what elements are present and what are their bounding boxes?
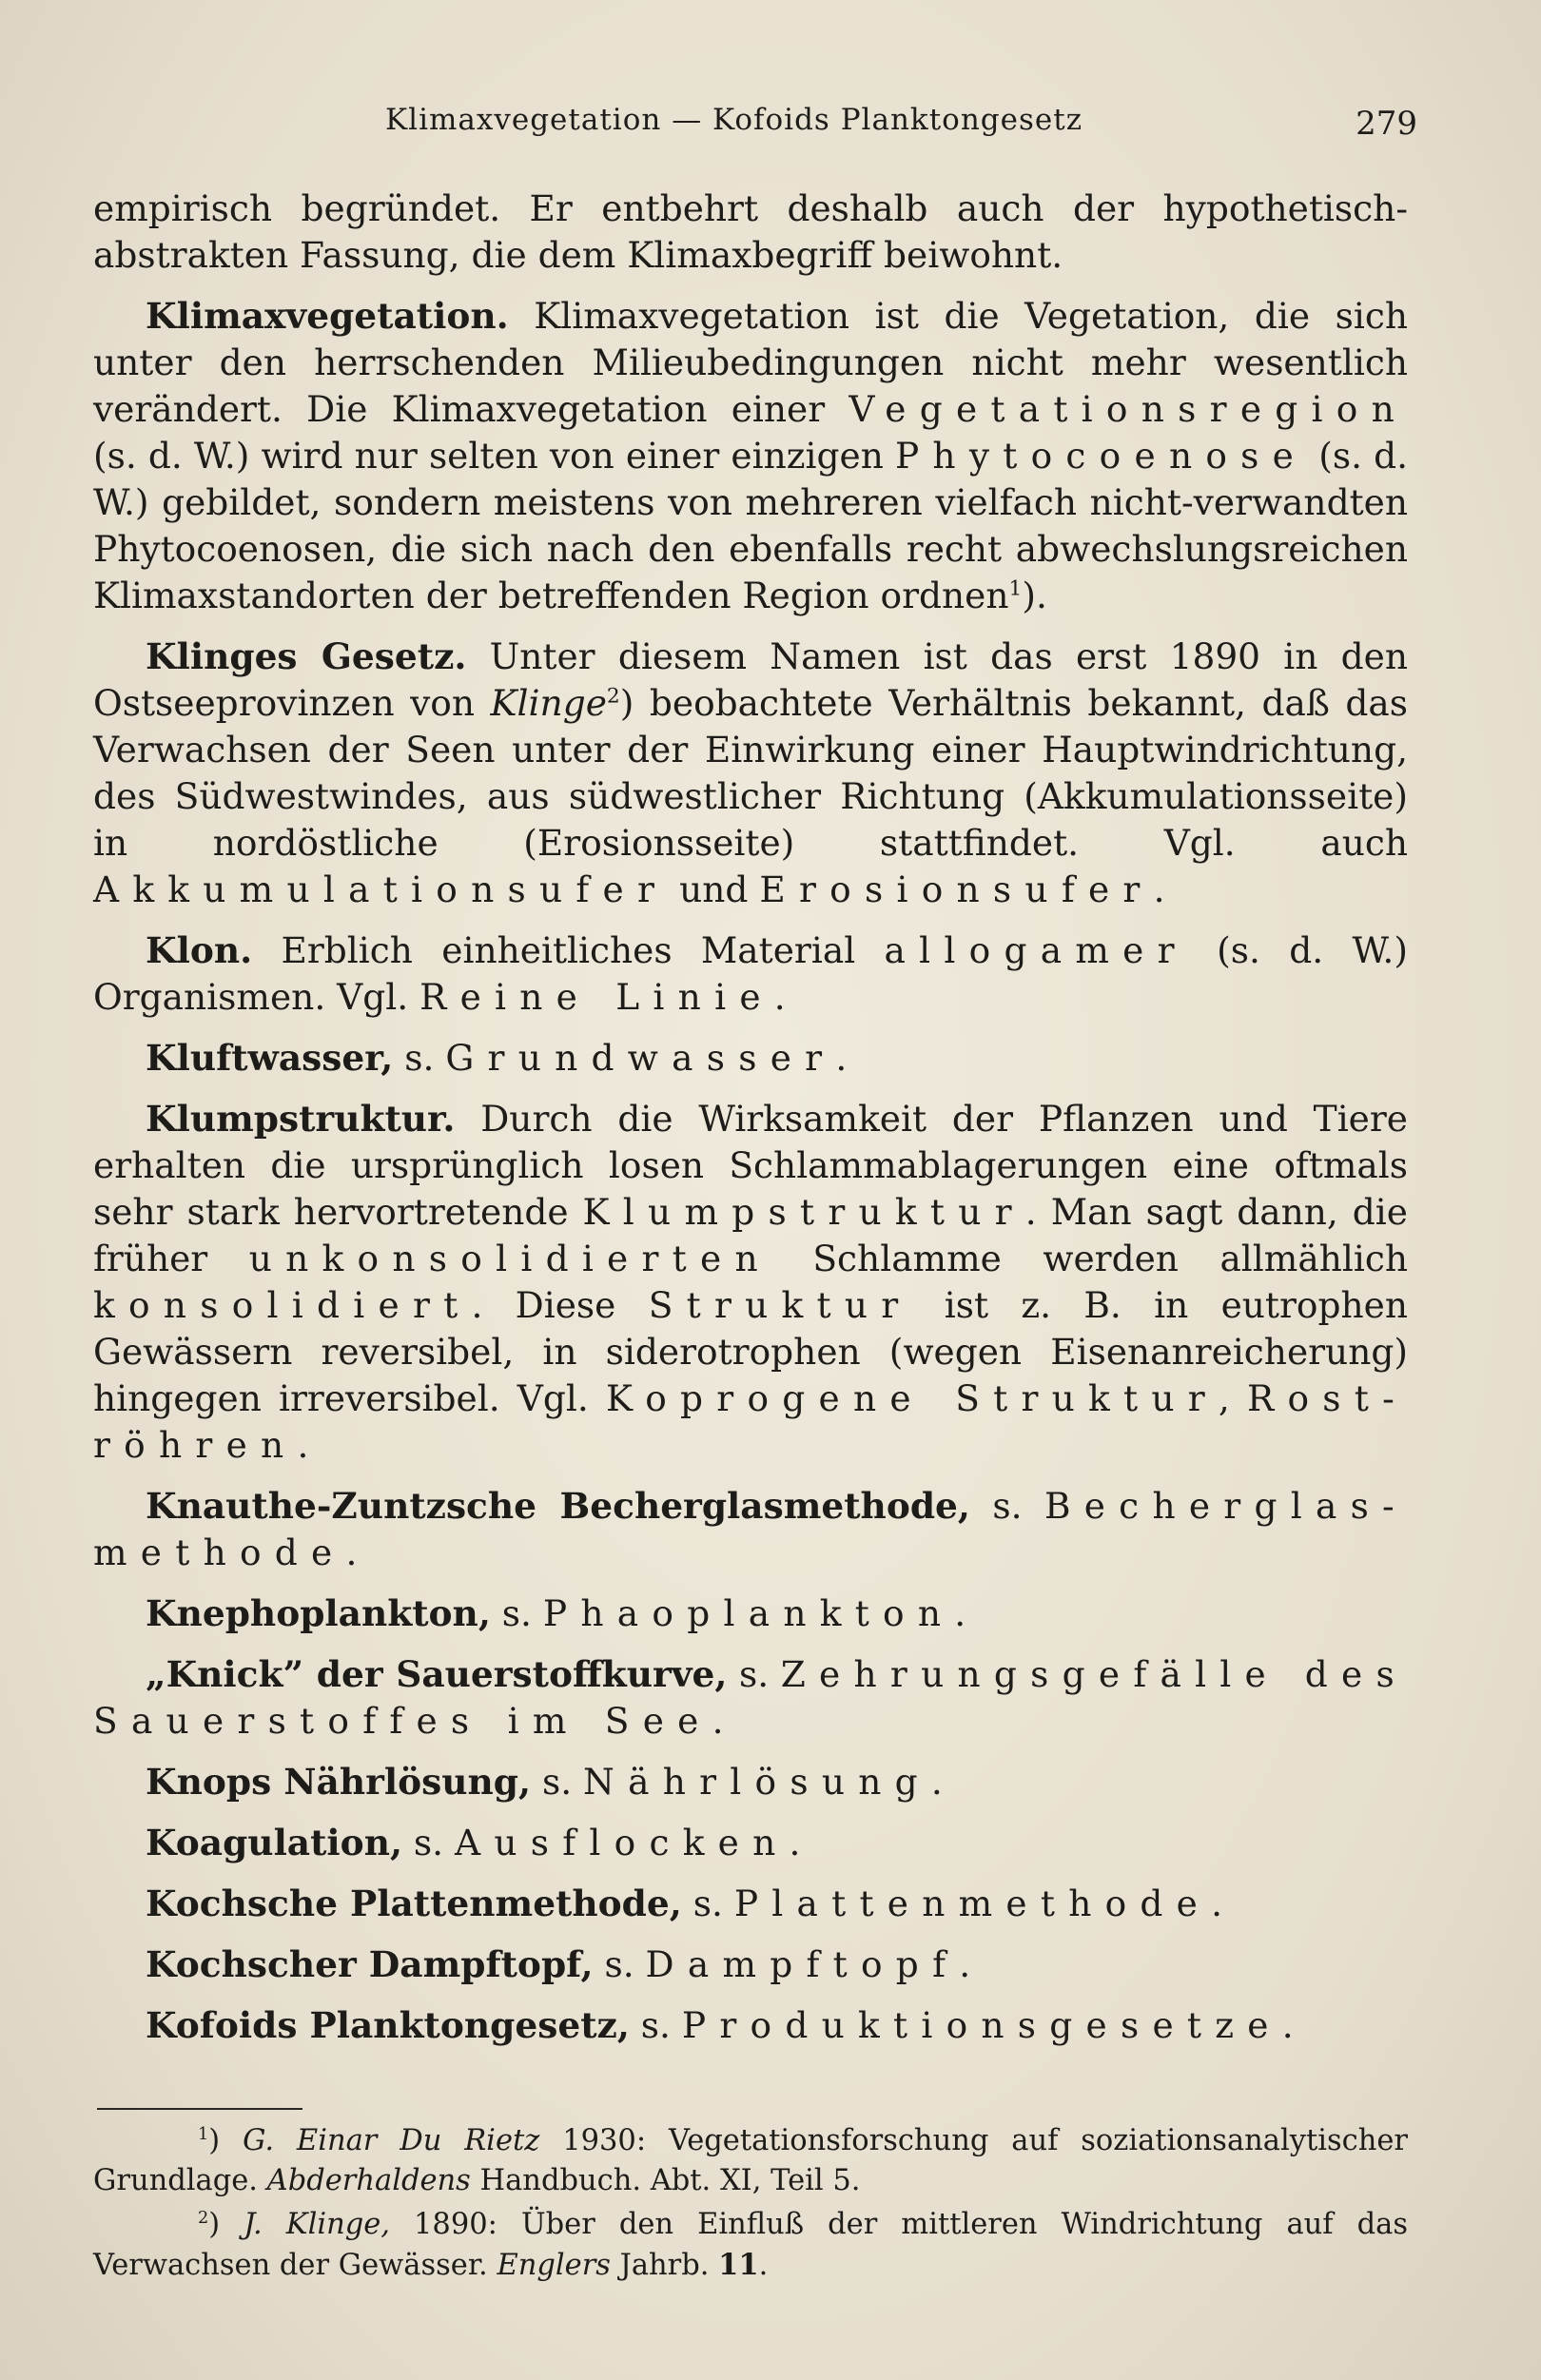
footnote-number: 1 (198, 2124, 209, 2144)
cross-reference: allogamer (884, 929, 1188, 971)
cross-reference: Grundwasser (445, 1037, 836, 1079)
entry-term: Knauthe-Zuntzsche Becherglasmethode, (146, 1485, 970, 1527)
entry-term: Kochsche Plattenmethode, (146, 1883, 682, 1924)
entry-term: Klimaxvegetation. (146, 295, 509, 337)
continuation-paragraph: empirisch begründet. Er entbehrt deshalb auch der hypothetisch-abstrakten Fassung, die dem Klimaxbegriff beiwohnt. (93, 187, 1408, 276)
cross-reference: Vegetationsregion (849, 388, 1408, 430)
entry-kluftwasser: Kluftwasser, s. Grundwasser. (146, 1037, 848, 1079)
footnote-author: J. Klinge, (244, 2208, 390, 2241)
emphasis: konsolidiert (93, 1284, 472, 1326)
footnote-1: $^1$) G. Einar Du Rietz 1930: Vegetationsforschung auf soziationsanalytischer Grundlage. Abderhaldens Handbuch. Abt. XI, Teil 5. (93, 2124, 1408, 2197)
entry-term: Knephoplankton, (146, 1592, 491, 1634)
entry-kochscher-dampftopf: Kochscher Dampftopf, s. Dampftopf. (146, 1943, 971, 1985)
cross-reference: Rost-röhren (93, 1377, 1409, 1466)
entry-term: Koagulation, (146, 1822, 403, 1863)
entry-klimaxvegetation: Klimaxvegetation. Klimaxvegetation ist die Vegetation, die sich unter den herrschenden Milieubedingungen nicht mehr wesentlich verändert. Die Klimaxvegetation einer Vegetationsregion (s. d. W.) wird nur selten von einer einzigen Phytocoenose (s. d. W.) gebildet, sondern meistens von mehreren vielfach nicht-verwandten Phytocoenosen, die sich nach den ebenfalls recht abwechslungsreichen Klimaxstandorten der betreffenden Region ordnen$^1$). (93, 295, 1409, 616)
entry-kochsche-plattenmethode: Kochsche Plattenmethode, s. Plattenmethode. (146, 1883, 1223, 1924)
entry-term: Kochscher Dampftopf, (146, 1943, 594, 1985)
entry-term: „Knick” der Sauerstoffkurve, (146, 1653, 728, 1695)
entry-koagulation: Koagulation, s. Ausflocken. (146, 1822, 801, 1863)
page-body (93, 185, 1408, 2049)
cross-reference: Becherglas-methode (93, 1485, 1408, 1573)
cross-reference: Phaoplankton (542, 1592, 955, 1634)
page-header (385, 103, 1417, 150)
entry-term: Kluftwasser, (146, 1037, 394, 1079)
entry-term: Klon. (146, 929, 253, 971)
entry-klon: Klon. Erblich einheitliches Material allogamer (s. d. W.) Organismen. Vgl. Reine Linie. (93, 929, 1408, 1018)
entry-term: Knops Nährlösung, (146, 1761, 532, 1803)
page-number: 279 (1356, 105, 1417, 143)
cross-reference: Klumpstruktur (582, 1191, 1025, 1233)
footnote-number: 2 (198, 2208, 209, 2228)
footnote-2: $^2$) J. Klinge, 1890: Über den Einfluß der mittleren Windrichtung auf das Verwachsen der Gewässer. Englers Jahrb. 11. (93, 2208, 1408, 2282)
cross-reference: Plattenmethode (733, 1883, 1212, 1924)
entry-klumpstruktur: Klumpstruktur. Durch die Wirksamkeit der Pflanzen und Tiere erhalten die ursprünglich losen Schlammablagerungen eine oftmals sehr stark hervortretende Klumpstruktur. Man sagt dann, die früher unkonsolidierten Schlamme werden allmählich konsolidiert. Diese Struktur ist z. B. in eutrophen Gewässern reversibel, in siderotrophen (wegen Eisenanreicherung) hingegen irreversibel. Vgl. Koprogene Struktur, Rost-röhren. (93, 1098, 1409, 1466)
footnote-rule (97, 2108, 302, 2110)
footnote-marker: 2 (606, 684, 620, 709)
footnote-marker: 1 (1008, 576, 1023, 601)
footnote-author: G. Einar Du Rietz (243, 2124, 540, 2157)
entry-knephoplankton: Knephoplankton, s. Phaoplankton. (146, 1592, 966, 1634)
cross-reference: Koprogene Struktur (605, 1377, 1219, 1419)
entry-knauthe-zuntzsche: Knauthe-Zuntzsche Becherglasmethode, s. Becherglas-methode. (93, 1485, 1408, 1573)
entry-term: Kofoids Planktongesetz, (146, 2004, 630, 2046)
running-title: Klimaxvegetation — Kofoids Planktongesetz (385, 103, 1083, 137)
cross-reference: Ausflocken (455, 1822, 790, 1863)
author-name: Klinge (490, 682, 607, 724)
entry-term: Klinges Gesetz. (146, 635, 467, 677)
cross-reference: Reine Linie (419, 976, 774, 1018)
cross-reference: Erosionsufer (759, 868, 1154, 910)
footnotes (93, 2121, 1408, 2286)
cross-reference: Zehrungsgefälle des Sauerstoffes im See (93, 1653, 1408, 1742)
cross-reference: Dampftopf (645, 1943, 960, 1985)
entry-knick: „Knick” der Sauerstoffkurve, s. Zehrungsgefälle des Sauerstoffes im See. (93, 1653, 1408, 1742)
cross-reference: Phytocoenose (894, 435, 1308, 477)
entry-knops: Knops Nährlösung, s. Nährlösung. (146, 1761, 943, 1803)
emphasis: unkonsolidierten (248, 1238, 771, 1279)
entry-kofoids-planktongesetz: Kofoids Planktongesetz, s. Produktionsgesetze. (146, 2004, 1294, 2046)
cross-reference: Akkumulationsufer (93, 868, 669, 910)
entry-klinges-gesetz: Klinges Gesetz. Unter diesem Namen ist das erst 1890 in den Ostseeprovinzen von Klinge$^2$) beobachtete Verhältnis bekannt, daß das Verwachsen der Seen unter der Einwirkung einer Hauptwindrichtung, des Südwestwindes, aus südwestlicher Richtung (Akkumulationsseite) in nordöstliche (Erosionsseite) stattfindet. Vgl. auch Akkumulationsufer und Erosionsufer. (93, 635, 1408, 910)
cross-reference: Produktionsgesetze (681, 2004, 1282, 2046)
volume-number: 11 (718, 2248, 759, 2282)
emphasis: Struktur (648, 1284, 912, 1326)
entry-term: Klumpstruktur. (146, 1098, 456, 1140)
cross-reference: Nährlösung (583, 1761, 931, 1803)
